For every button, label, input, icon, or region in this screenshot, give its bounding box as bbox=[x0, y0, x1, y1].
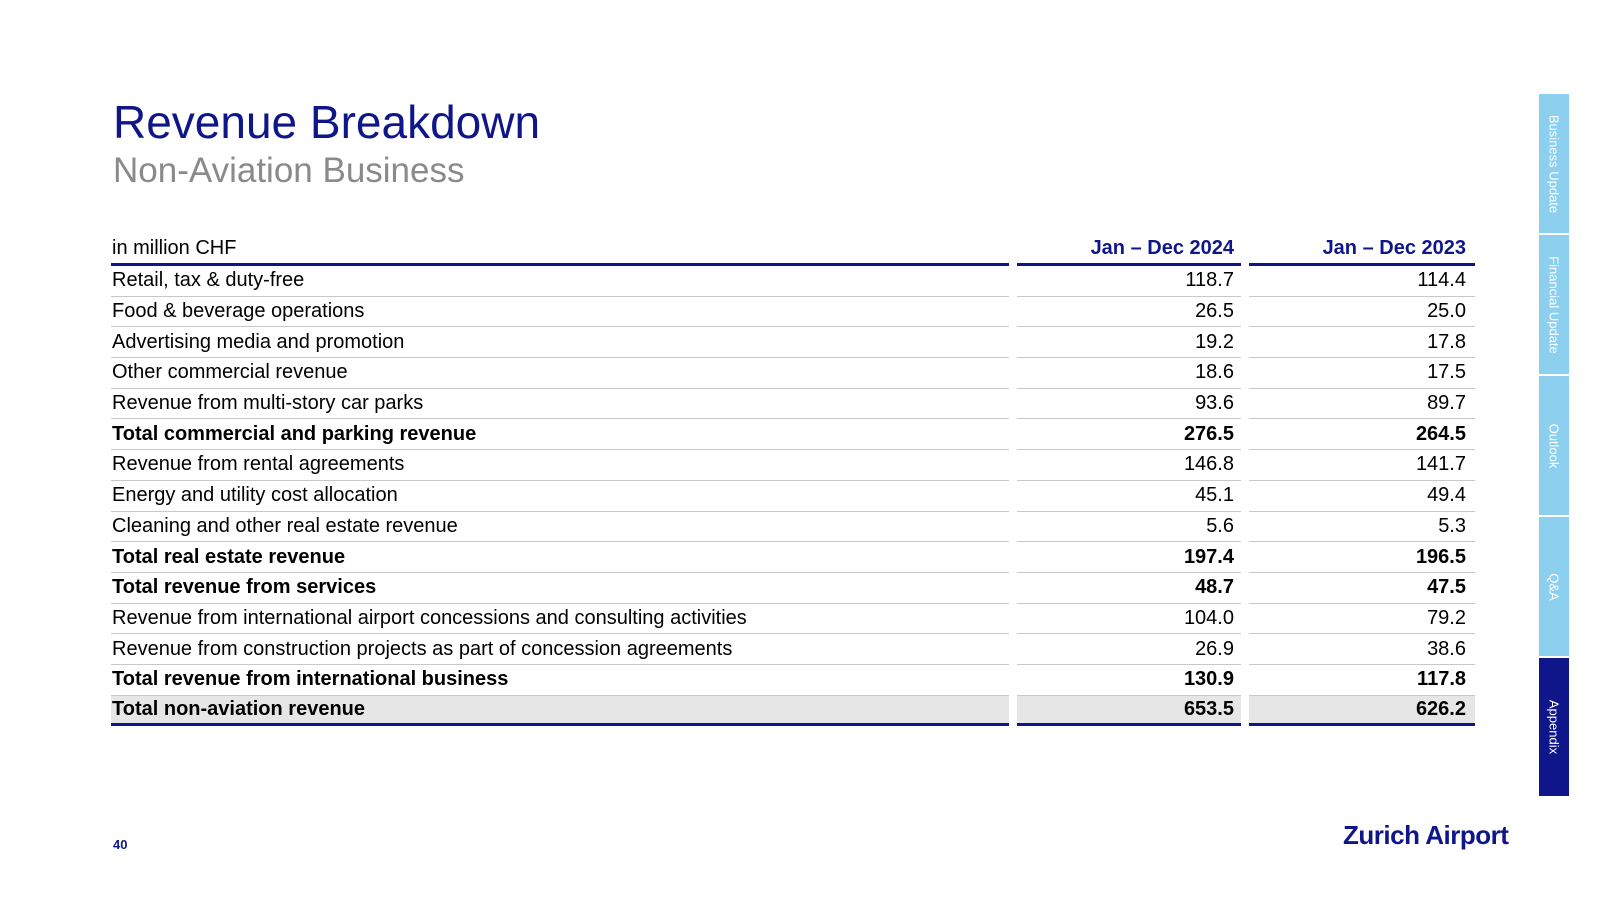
row-label: Advertising media and promotion bbox=[111, 327, 1009, 358]
value-2024: 104.0 bbox=[1017, 604, 1241, 635]
value-2024: 19.2 bbox=[1017, 327, 1241, 358]
page-title: Revenue Breakdown bbox=[113, 96, 541, 148]
value-2024: 93.6 bbox=[1017, 389, 1241, 420]
unit-label: in million CHF bbox=[111, 233, 1009, 266]
value-2024: 26.5 bbox=[1017, 297, 1241, 328]
table-row bbox=[111, 450, 1484, 481]
value-2024: 5.6 bbox=[1017, 512, 1241, 543]
side-tab-outlook[interactable] bbox=[1539, 376, 1569, 517]
table-header-row bbox=[111, 233, 1484, 266]
side-tab-business-update[interactable] bbox=[1539, 94, 1569, 235]
value-2024: 48.7 bbox=[1017, 573, 1241, 604]
table-row bbox=[111, 266, 1484, 297]
row-label: Revenue from international airport concessions and consulting activities bbox=[111, 604, 1009, 635]
row-label: Retail, tax & duty-free bbox=[111, 266, 1009, 297]
value-2023: 89.7 bbox=[1249, 389, 1475, 420]
value-2023: 5.3 bbox=[1249, 512, 1475, 543]
table-row bbox=[111, 634, 1484, 665]
subtotal-row bbox=[111, 419, 1484, 450]
table-row bbox=[111, 327, 1484, 358]
table-row bbox=[111, 389, 1484, 420]
side-tab-appendix[interactable] bbox=[1539, 658, 1569, 798]
value-2023: 196.5 bbox=[1249, 542, 1475, 573]
value-2024: 146.8 bbox=[1017, 450, 1241, 481]
page-number: 40 bbox=[113, 837, 128, 852]
column-header-2023: Jan – Dec 2023 bbox=[1249, 233, 1475, 266]
value-2023: 141.7 bbox=[1249, 450, 1475, 481]
table-row bbox=[111, 358, 1484, 389]
value-2023: 25.0 bbox=[1249, 297, 1475, 328]
grand-total-row bbox=[111, 696, 1484, 727]
revenue-table bbox=[111, 233, 1484, 726]
row-label: Energy and utility cost allocation bbox=[111, 481, 1009, 512]
row-label: Cleaning and other real estate revenue bbox=[111, 512, 1009, 543]
row-label: Revenue from construction projects as part of concession agreements bbox=[111, 634, 1009, 665]
zurich-airport-logo: Zurich Airport bbox=[1343, 820, 1509, 850]
value-2024: 276.5 bbox=[1017, 419, 1241, 450]
subtotal-row bbox=[111, 542, 1484, 573]
page-subtitle: Non-Aviation Business bbox=[113, 151, 465, 190]
table-row bbox=[111, 297, 1484, 328]
table-row bbox=[111, 512, 1484, 543]
row-label: Total real estate revenue bbox=[111, 542, 1009, 573]
value-2024: 45.1 bbox=[1017, 481, 1241, 512]
side-tab-label: Financial Update bbox=[1546, 255, 1562, 354]
row-label: Total commercial and parking revenue bbox=[111, 419, 1009, 450]
value-2024: 26.9 bbox=[1017, 634, 1241, 665]
value-2023: 17.5 bbox=[1249, 358, 1475, 389]
column-header-2024: Jan – Dec 2024 bbox=[1017, 233, 1241, 266]
row-label: Total non-aviation revenue bbox=[111, 696, 1009, 727]
value-2023: 264.5 bbox=[1249, 419, 1475, 450]
row-label: Revenue from multi-story car parks bbox=[111, 389, 1009, 420]
value-2024: 130.9 bbox=[1017, 665, 1241, 696]
value-2023: 17.8 bbox=[1249, 327, 1475, 358]
value-2024: 197.4 bbox=[1017, 542, 1241, 573]
value-2024: 18.6 bbox=[1017, 358, 1241, 389]
row-label: Total revenue from services bbox=[111, 573, 1009, 604]
side-tab-label: Q&A bbox=[1546, 572, 1562, 601]
table-body bbox=[111, 266, 1484, 726]
value-2023: 49.4 bbox=[1249, 481, 1475, 512]
side-tab-q-a[interactable] bbox=[1539, 517, 1569, 658]
subtotal-row bbox=[111, 573, 1484, 604]
value-2023: 114.4 bbox=[1249, 266, 1475, 297]
table-row bbox=[111, 481, 1484, 512]
value-2023: 117.8 bbox=[1249, 665, 1475, 696]
row-label: Food & beverage operations bbox=[111, 297, 1009, 328]
section-nav bbox=[1539, 94, 1569, 798]
row-label: Total revenue from international business bbox=[111, 665, 1009, 696]
value-2023: 47.5 bbox=[1249, 573, 1475, 604]
side-tab-label: Appendix bbox=[1546, 699, 1562, 755]
side-tab-financial-update[interactable] bbox=[1539, 235, 1569, 376]
value-2023: 626.2 bbox=[1249, 696, 1475, 727]
row-label: Revenue from rental agreements bbox=[111, 450, 1009, 481]
value-2023: 79.2 bbox=[1249, 604, 1475, 635]
value-2023: 38.6 bbox=[1249, 634, 1475, 665]
side-tab-label: Outlook bbox=[1546, 423, 1562, 468]
value-2024: 653.5 bbox=[1017, 696, 1241, 727]
subtotal-row bbox=[111, 665, 1484, 696]
row-label: Other commercial revenue bbox=[111, 358, 1009, 389]
side-tab-label: Business Update bbox=[1546, 114, 1562, 213]
value-2024: 118.7 bbox=[1017, 266, 1241, 297]
table-row bbox=[111, 604, 1484, 635]
